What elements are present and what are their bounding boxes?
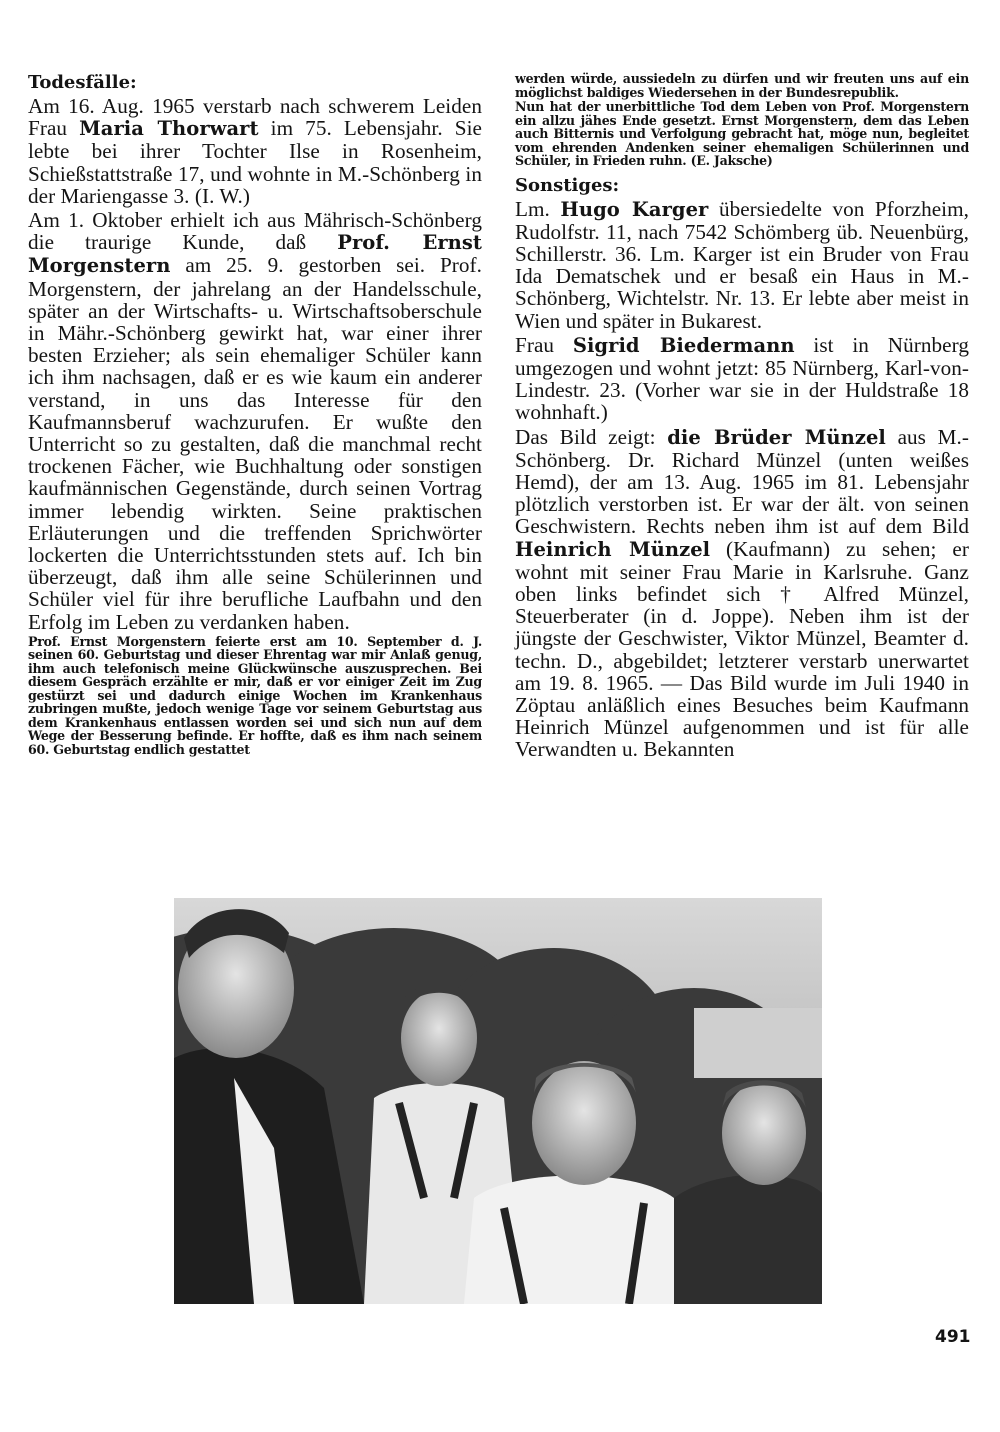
note-biedermann: Frau Sigrid Biedermann ist in Nürnberg umgezogen und wohnt jetzt: 85 Nürnberg, Karl-von-Lindestr. 23. (Vorher war sie in der Huldstraße 18 wohnhaft.): [515, 332, 969, 425]
right-column: [515, 72, 969, 763]
section-heading-todesfaelle: Todesfälle:: [28, 72, 137, 93]
note-karger: Lm. Hugo Karger übersiedelte von Pforzheim, Rudolfstr. 11, nach 7542 Schömberg üb. Neuenbürg, Schillerstr. 36. Lm. Karger ist ein Bruder von Frau Ida Dematschek und er besaß ein Haus in M.-Schönberg, Wichtelstr. Nr. 13. Er lebte aber meist in Wien und später in Bukarest.: [515, 196, 969, 333]
section-heading-sonstiges: Sonstiges:: [515, 174, 620, 196]
photo-muenzel-brothers: [174, 898, 822, 1304]
morgenstern-note-continued: werden würde, aussiedeln zu dürfen und wir freuten uns auf ein möglichst baldiges Wiedersehen in der Bundesrepublik.: [515, 71, 969, 100]
morgenstern-note: Prof. Ernst Morgenstern feierte erst am 10. September d. J. seinen 60. Geburtstag und dieser Ehrentag war mir Anlaß genug, ihm auch telefonisch meine Glückwünsche auszusprechen. Bei diesem Gespräch erzählte er mir, daß er vor einiger Zeit im Zug gestürzt sei und dadurch einige Wochen im Krankenhaus zubringen mußte, jedoch wenige Tage vor seinem Geburtstag aus dem Krankenhaus entlassen worden sei und sich nun auf dem Wege der Besserung befinde. Er hoffte, daß es ihm nach seinem 60. Geburtstag endlich gestattet: [28, 633, 482, 757]
page-number: 491: [935, 1327, 971, 1347]
morgenstern-farewell: Nun hat der unerbittliche Tod dem Leben von Prof. Morgenstern ein allzu jähes Ende gesetzt. Ernst Morgenstern, dem das Leben auch Bitternis und Verfolgung gebracht hat, möge nun, begleitet vom ehrenden Andenken seiner ehemaligen Schülerinnen und Schüler, in Frieden ruhn. (E. Jaksche): [515, 99, 969, 168]
photo-bench: [694, 1008, 822, 1078]
obituary-morgenstern: Am 1. Oktober erhielt ich aus Mährisch-Schönberg die traurige Kunde, daß Prof. Ernst Morgenstern am 25. 9. gestorben sei. Prof. Morgenstern, der jahrelang an der Handelsschule, später an der Wirtschafts- u. Wirtschaftsoberschule in Mähr.-Schönberg gewirkt hat, war einer ihrer besten Erzieher; als sein ehemaliger Schüler kann ich ihm nachsagen, daß er es wie kaum ein anderer verstand, in uns das Interesse für den Kaufmannsberuf wachzurufen. Er wußte den Unterricht so zu gestalten, daß die manchmal recht trockenen Fächer, wie Buchhaltung oder sonstigen kaufmännischen Gegenstände, durch seinen Vortrag immer lebendig wirkten. Seine praktischen Erläuterungen und die treffenden Sprichwörter lockerten die Unterrichtsstunden stets auf. Ich bin überzeugt, daß ihm alle seine Schülerinnen und Schüler viel für ihre berufliche Laufbahn und den Erfolg im Leben zu verdanken haben.: [28, 208, 482, 634]
left-column: [28, 72, 482, 757]
photo-caption-text: Das Bild zeigt: die Brüder Münzel aus M.-Schönberg. Dr. Richard Münzel (unten weißes Hemd), der am 13. Aug. 1965 im 81. Lebensjahr plötzlich verstorben ist. Er war der ält. von seinen Geschwistern. Rechts neben ihm ist auf dem Bild Heinrich Münzel (Kaufmann) zu sehen; er wohnt mit seiner Frau Marie in Karlsruhe. Ganz oben links befindet sich † Alfred Münzel, Steuerberater (in d. Joppe). Neben ihm ist der jüngste der Geschwister, Viktor Münzel, Beamter d. techn. D., abgebildet; letzterer verstarb unerwartet am 19. 8. 1965. — Das Bild wurde im Juli 1940 in Zöptau anläßlich eines Besuches beim Kaufmann Heinrich Münzel aufgenommen und ist für alle Verwandten u. Bekannten: [515, 424, 969, 762]
obituary-thorwart: Am 16. Aug. 1965 verstarb nach schwerem Leiden Frau Maria Thorwart im 75. Lebensjahr. Sie lebte bei ihrer Tochter Ilse in Rosenheim, Schießstattstraße 17, und wohnte in M.-Schönberg in der Mariengasse 3. (I. W.): [28, 94, 482, 208]
